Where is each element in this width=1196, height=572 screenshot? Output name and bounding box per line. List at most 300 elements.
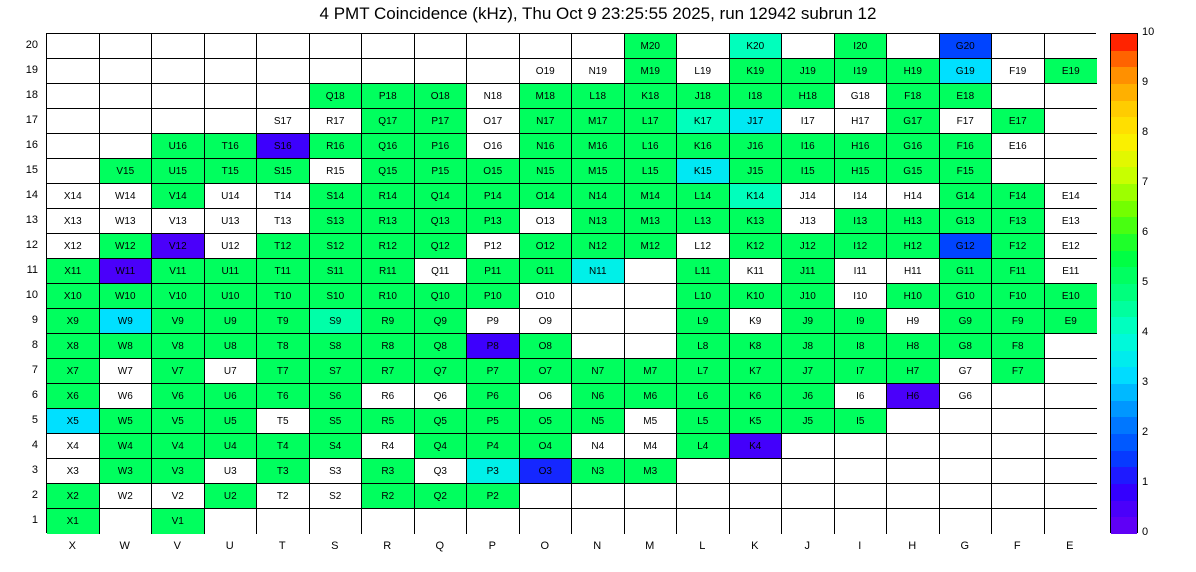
heatmap-cell: X3: [47, 459, 100, 484]
heatmap-cell: U8: [205, 334, 258, 359]
y-axis-tick-label: 8: [31, 338, 38, 351]
heatmap-cell: N6: [572, 384, 625, 409]
heatmap-cell: J14: [782, 184, 835, 209]
heatmap-cell: M5: [625, 409, 678, 434]
heatmap-cell: M17: [572, 109, 625, 134]
heatmap-cell: [47, 134, 100, 159]
heatmap-cell: G11: [940, 259, 993, 284]
heatmap-cell: H18: [782, 84, 835, 109]
y-axis-tick-label: 6: [31, 388, 38, 401]
heatmap-cell: [100, 59, 153, 84]
heatmap-cell: H11: [887, 259, 940, 284]
heatmap-cell: U14: [205, 184, 258, 209]
heatmap-cell: L16: [625, 134, 678, 159]
heatmap-cell: M3: [625, 459, 678, 484]
colorbar-segment: [1111, 184, 1137, 201]
x-axis-tick-label: K: [751, 540, 759, 552]
heatmap-cell: M18: [520, 84, 573, 109]
heatmap-cell: L4: [677, 434, 730, 459]
x-axis-tick-label: N: [593, 540, 602, 552]
heatmap-cell: O18: [415, 84, 468, 109]
heatmap-cell: Q6: [415, 384, 468, 409]
heatmap-cell: F13: [992, 209, 1045, 234]
heatmap-cell: X13: [47, 209, 100, 234]
heatmap-cell: R16: [310, 134, 363, 159]
colorbar-segment: [1111, 134, 1137, 151]
heatmap-cell: L5: [677, 409, 730, 434]
y-axis-tick-label: 12: [25, 238, 38, 251]
heatmap-cell: K4: [730, 434, 783, 459]
heatmap-cell: W9: [100, 309, 153, 334]
heatmap-cell: V8: [152, 334, 205, 359]
heatmap-cell: [467, 34, 520, 59]
heatmap-cell: [782, 509, 835, 534]
colorbar-segment: [1111, 234, 1137, 251]
heatmap-cell: R14: [362, 184, 415, 209]
heatmap-cell: [782, 434, 835, 459]
heatmap-cell: H14: [887, 184, 940, 209]
x-axis-tick-label: S: [331, 540, 339, 552]
y-axis-tick-label: 10: [25, 288, 38, 301]
heatmap-cell: R6: [362, 384, 415, 409]
heatmap-cell: G18: [835, 84, 888, 109]
heatmap-cell: G12: [940, 234, 993, 259]
heatmap-cell: [1045, 134, 1098, 159]
heatmap-cell: K12: [730, 234, 783, 259]
heatmap-cell: F15: [940, 159, 993, 184]
heatmap-cell: K16: [677, 134, 730, 159]
heatmap-cell: I12: [835, 234, 888, 259]
heatmap-cell: N13: [572, 209, 625, 234]
heatmap-cell: Q10: [415, 284, 468, 309]
heatmap-cell: P12: [467, 234, 520, 259]
heatmap-cell: N14: [572, 184, 625, 209]
heatmap-cell: [100, 84, 153, 109]
colorbar-segment: [1111, 334, 1137, 351]
heatmap-cell: H17: [835, 109, 888, 134]
heatmap-cell: [152, 109, 205, 134]
heatmap-cell: W12: [100, 234, 153, 259]
heatmap-cell: H16: [835, 134, 888, 159]
heatmap-cell: [205, 59, 258, 84]
heatmap-cell: R10: [362, 284, 415, 309]
heatmap-cell: [625, 334, 678, 359]
heatmap-cell: G6: [940, 384, 993, 409]
y-axis-tick-label: 11: [26, 263, 38, 276]
heatmap-cell: O10: [520, 284, 573, 309]
y-axis-tick-label: 20: [25, 38, 38, 51]
heatmap-cell: T16: [205, 134, 258, 159]
heatmap-cell: W8: [100, 334, 153, 359]
heatmap-cell: G15: [887, 159, 940, 184]
heatmap-cell: P3: [467, 459, 520, 484]
heatmap-cell: [100, 109, 153, 134]
heatmap-cell: E18: [940, 84, 993, 109]
heatmap-cell: V1: [152, 509, 205, 534]
heatmap-cell: I15: [782, 159, 835, 184]
heatmap-cell: I8: [835, 334, 888, 359]
heatmap-cell: H9: [887, 309, 940, 334]
heatmap-cell: L11: [677, 259, 730, 284]
heatmap-cell: [992, 459, 1045, 484]
heatmap-cell: [940, 484, 993, 509]
heatmap-cell: [1045, 384, 1098, 409]
heatmap-cell: P6: [467, 384, 520, 409]
heatmap-cell: R13: [362, 209, 415, 234]
heatmap-cell: S7: [310, 359, 363, 384]
heatmap-cell: [1045, 84, 1098, 109]
heatmap-cell: I13: [835, 209, 888, 234]
heatmap-cell: [47, 84, 100, 109]
heatmap-cell: P14: [467, 184, 520, 209]
heatmap-cell: M20: [625, 34, 678, 59]
heatmap-cell: R8: [362, 334, 415, 359]
heatmap-cell: N16: [520, 134, 573, 159]
heatmap-cell: [1045, 459, 1098, 484]
heatmap-cell: G10: [940, 284, 993, 309]
heatmap-cell: O4: [520, 434, 573, 459]
colorbar-segment: [1111, 367, 1137, 384]
heatmap-cell: [310, 34, 363, 59]
x-axis-tick-label: M: [645, 540, 655, 552]
heatmap-cell: Q5: [415, 409, 468, 434]
heatmap-cell: E9: [1045, 309, 1098, 334]
heatmap-cell: F7: [992, 359, 1045, 384]
heatmap-cell: [1045, 109, 1098, 134]
heatmap-cell: X5: [47, 409, 100, 434]
heatmap-cell: T5: [257, 409, 310, 434]
heatmap-cell: J7: [782, 359, 835, 384]
heatmap-cell: J13: [782, 209, 835, 234]
heatmap-cell: [205, 84, 258, 109]
heatmap-cell: T10: [257, 284, 310, 309]
heatmap-cell: G7: [940, 359, 993, 384]
heatmap-cell: O9: [520, 309, 573, 334]
heatmap-cell: [940, 434, 993, 459]
x-axis-tick-label: U: [225, 540, 234, 552]
heatmap-cell: W14: [100, 184, 153, 209]
heatmap-cell: U4: [205, 434, 258, 459]
heatmap-cell: [100, 509, 153, 534]
heatmap-cell: N7: [572, 359, 625, 384]
heatmap-cell: [1045, 484, 1098, 509]
heatmap-cell: J11: [782, 259, 835, 284]
colorbar-segment: [1111, 517, 1137, 534]
y-axis-tick-label: 16: [25, 138, 38, 151]
heatmap-cell: [625, 484, 678, 509]
heatmap-cell: O7: [520, 359, 573, 384]
heatmap-cell: [940, 509, 993, 534]
heatmap-cell: V5: [152, 409, 205, 434]
heatmap-cell: T4: [257, 434, 310, 459]
heatmap-cell: [205, 109, 258, 134]
heatmap-cell: [257, 84, 310, 109]
heatmap-cell: V11: [152, 259, 205, 284]
heatmap-cell: J6: [782, 384, 835, 409]
heatmap-cell: Q17: [362, 109, 415, 134]
heatmap-cell: J12: [782, 234, 835, 259]
heatmap-cell: [782, 459, 835, 484]
heatmap-cell: [992, 484, 1045, 509]
heatmap-cell: W10: [100, 284, 153, 309]
heatmap-cell: K9: [730, 309, 783, 334]
heatmap-cell: [310, 509, 363, 534]
heatmap-cell: H19: [887, 59, 940, 84]
heatmap-cell: S12: [310, 234, 363, 259]
heatmap-cell: S3: [310, 459, 363, 484]
heatmap-cell: N18: [467, 84, 520, 109]
heatmap-cell: M14: [625, 184, 678, 209]
heatmap-cell: L12: [677, 234, 730, 259]
y-axis-tick-label: 13: [25, 213, 38, 226]
heatmap-cell: Q14: [415, 184, 468, 209]
heatmap-cell: Q13: [415, 209, 468, 234]
heatmap-cell: R4: [362, 434, 415, 459]
heatmap-cell: F9: [992, 309, 1045, 334]
heatmap-cell: F11: [992, 259, 1045, 284]
heatmap-cell: [47, 109, 100, 134]
heatmap-cell: [520, 509, 573, 534]
heatmap-cell: [572, 484, 625, 509]
heatmap-cell: R17: [310, 109, 363, 134]
colorbar-tick-label: 4: [1142, 326, 1149, 338]
colorbar-segment: [1111, 267, 1137, 284]
heatmap-cell: [625, 509, 678, 534]
heatmap-cell: [992, 34, 1045, 59]
heatmap-cell: O19: [520, 59, 573, 84]
heatmap-cell: I10: [835, 284, 888, 309]
colorbar-segment: [1111, 317, 1137, 334]
heatmap-cell: T2: [257, 484, 310, 509]
heatmap-cell: S17: [257, 109, 310, 134]
heatmap-cell: I19: [835, 59, 888, 84]
colorbar-segment: [1111, 301, 1137, 318]
heatmap-cell: U7: [205, 359, 258, 384]
heatmap-cell: N17: [520, 109, 573, 134]
heatmap-cell: S16: [257, 134, 310, 159]
heatmap-cell: [415, 34, 468, 59]
heatmap-cell: K15: [677, 159, 730, 184]
heatmap-cell: [677, 459, 730, 484]
heatmap-plot: [46, 33, 1096, 533]
heatmap-cell: H7: [887, 359, 940, 384]
heatmap-cell: F12: [992, 234, 1045, 259]
heatmap-cell: R3: [362, 459, 415, 484]
heatmap-cell: [992, 434, 1045, 459]
heatmap-cell: U9: [205, 309, 258, 334]
heatmap-cell: P16: [415, 134, 468, 159]
heatmap-cell: [887, 459, 940, 484]
heatmap-cell: O14: [520, 184, 573, 209]
heatmap-cell: [730, 459, 783, 484]
heatmap-cell: [152, 34, 205, 59]
y-axis-tick-label: 19: [25, 63, 38, 76]
heatmap-cell: N3: [572, 459, 625, 484]
x-axis-tick-label: E: [1066, 540, 1074, 552]
colorbar-segment: [1111, 484, 1137, 501]
colorbar-segment: [1111, 451, 1137, 468]
heatmap-cell: E16: [992, 134, 1045, 159]
heatmap-cell: J5: [782, 409, 835, 434]
heatmap-cell: K6: [730, 384, 783, 409]
heatmap-cell: [1045, 359, 1098, 384]
heatmap-cell: [1045, 159, 1098, 184]
heatmap-cell: [625, 259, 678, 284]
heatmap-cell: Q8: [415, 334, 468, 359]
heatmap-cell: [520, 34, 573, 59]
colorbar-segment: [1111, 284, 1137, 301]
heatmap-cell: S6: [310, 384, 363, 409]
heatmap-cell: U11: [205, 259, 258, 284]
heatmap-cell: G13: [940, 209, 993, 234]
heatmap-cell: [887, 409, 940, 434]
heatmap-cell: [677, 509, 730, 534]
heatmap-cell: S5: [310, 409, 363, 434]
heatmap-cell: O13: [520, 209, 573, 234]
heatmap-cell: L13: [677, 209, 730, 234]
y-axis-tick-label: 14: [25, 188, 38, 201]
colorbar-segment: [1111, 67, 1137, 84]
heatmap-cell: X2: [47, 484, 100, 509]
heatmap-cell: O17: [467, 109, 520, 134]
heatmap-cell: O15: [467, 159, 520, 184]
heatmap-cell: K17: [677, 109, 730, 134]
colorbar-tick-label: 7: [1142, 176, 1149, 188]
heatmap-cell: M12: [625, 234, 678, 259]
x-axis-tick-label: T: [278, 540, 286, 552]
heatmap-cell: O8: [520, 334, 573, 359]
heatmap-cell: S2: [310, 484, 363, 509]
y-axis-tick-label: 3: [31, 463, 38, 476]
heatmap-cell: F16: [940, 134, 993, 159]
heatmap-cell: [362, 59, 415, 84]
heatmap-cell: P4: [467, 434, 520, 459]
heatmap-cell: [1045, 34, 1098, 59]
heatmap-cell: M7: [625, 359, 678, 384]
heatmap-cell: [415, 509, 468, 534]
heatmap-cell: T12: [257, 234, 310, 259]
heatmap-cell: S15: [257, 159, 310, 184]
heatmap-cell: E12: [1045, 234, 1098, 259]
heatmap-cell: H13: [887, 209, 940, 234]
colorbar-segment: [1111, 217, 1137, 234]
heatmap-cell: P17: [415, 109, 468, 134]
heatmap-cell: K10: [730, 284, 783, 309]
y-axis-tick-label: 5: [31, 413, 38, 426]
y-axis-tick-label: 9: [31, 313, 38, 326]
heatmap-cell: X1: [47, 509, 100, 534]
heatmap-cell: R11: [362, 259, 415, 284]
heatmap-cell: [887, 434, 940, 459]
heatmap-cell: I5: [835, 409, 888, 434]
heatmap-cell: K11: [730, 259, 783, 284]
heatmap-cell-grid: [47, 34, 1095, 532]
heatmap-cell: V9: [152, 309, 205, 334]
heatmap-cell: V2: [152, 484, 205, 509]
x-axis-tick-label: J: [804, 540, 810, 552]
heatmap-cell: L19: [677, 59, 730, 84]
heatmap-cell: G8: [940, 334, 993, 359]
heatmap-cell: [572, 309, 625, 334]
heatmap-cell: E10: [1045, 284, 1098, 309]
heatmap-cell: J19: [782, 59, 835, 84]
heatmap-cell: G20: [940, 34, 993, 59]
y-axis-tick-label: 2: [31, 488, 38, 501]
heatmap-cell: [992, 159, 1045, 184]
heatmap-cell: [835, 459, 888, 484]
heatmap-cell: X12: [47, 234, 100, 259]
heatmap-cell: P13: [467, 209, 520, 234]
heatmap-cell: F19: [992, 59, 1045, 84]
heatmap-cell: K14: [730, 184, 783, 209]
colorbar-segment: [1111, 117, 1137, 134]
heatmap-cell: O5: [520, 409, 573, 434]
heatmap-cell: N11: [572, 259, 625, 284]
colorbar-tick-label: 9: [1142, 76, 1149, 88]
heatmap-cell: R7: [362, 359, 415, 384]
heatmap-cell: M6: [625, 384, 678, 409]
heatmap-cell: G9: [940, 309, 993, 334]
heatmap-cell: [572, 284, 625, 309]
colorbar-tick-label: 10: [1142, 26, 1155, 38]
heatmap-cell: I20: [835, 34, 888, 59]
heatmap-cell: L9: [677, 309, 730, 334]
heatmap-cell: [1045, 409, 1098, 434]
heatmap-cell: H8: [887, 334, 940, 359]
heatmap-cell: W5: [100, 409, 153, 434]
heatmap-cell: K20: [730, 34, 783, 59]
heatmap-cell: H12: [887, 234, 940, 259]
colorbar-segment: [1111, 34, 1137, 51]
heatmap-cell: N15: [520, 159, 573, 184]
heatmap-cell: O11: [520, 259, 573, 284]
heatmap-cell: E19: [1045, 59, 1098, 84]
heatmap-cell: [992, 384, 1045, 409]
heatmap-cell: F10: [992, 284, 1045, 309]
heatmap-cell: V14: [152, 184, 205, 209]
heatmap-cell: M13: [625, 209, 678, 234]
heatmap-cell: K8: [730, 334, 783, 359]
colorbar-segment: [1111, 417, 1137, 434]
heatmap-cell: T6: [257, 384, 310, 409]
heatmap-cell: O12: [520, 234, 573, 259]
heatmap-cell: V6: [152, 384, 205, 409]
heatmap-cell: J9: [782, 309, 835, 334]
heatmap-cell: L8: [677, 334, 730, 359]
heatmap-cell: I17: [782, 109, 835, 134]
heatmap-cell: X11: [47, 259, 100, 284]
heatmap-cell: F14: [992, 184, 1045, 209]
x-axis-tick-label: Q: [435, 540, 445, 552]
heatmap-cell: U6: [205, 384, 258, 409]
y-axis-tick-label: 4: [31, 438, 38, 451]
heatmap-cell: [100, 34, 153, 59]
y-axis-tick-label: 15: [25, 163, 38, 176]
heatmap-cell: [940, 409, 993, 434]
heatmap-cell: [47, 59, 100, 84]
heatmap-cell: J8: [782, 334, 835, 359]
heatmap-cell: [152, 59, 205, 84]
heatmap-cell: [730, 484, 783, 509]
heatmap-cell: [257, 59, 310, 84]
heatmap-cell: W7: [100, 359, 153, 384]
heatmap-cell: I7: [835, 359, 888, 384]
heatmap-cell: P5: [467, 409, 520, 434]
heatmap-cell: P7: [467, 359, 520, 384]
colorbar-segment: [1111, 201, 1137, 218]
heatmap-cell: T13: [257, 209, 310, 234]
heatmap-cell: [782, 34, 835, 59]
